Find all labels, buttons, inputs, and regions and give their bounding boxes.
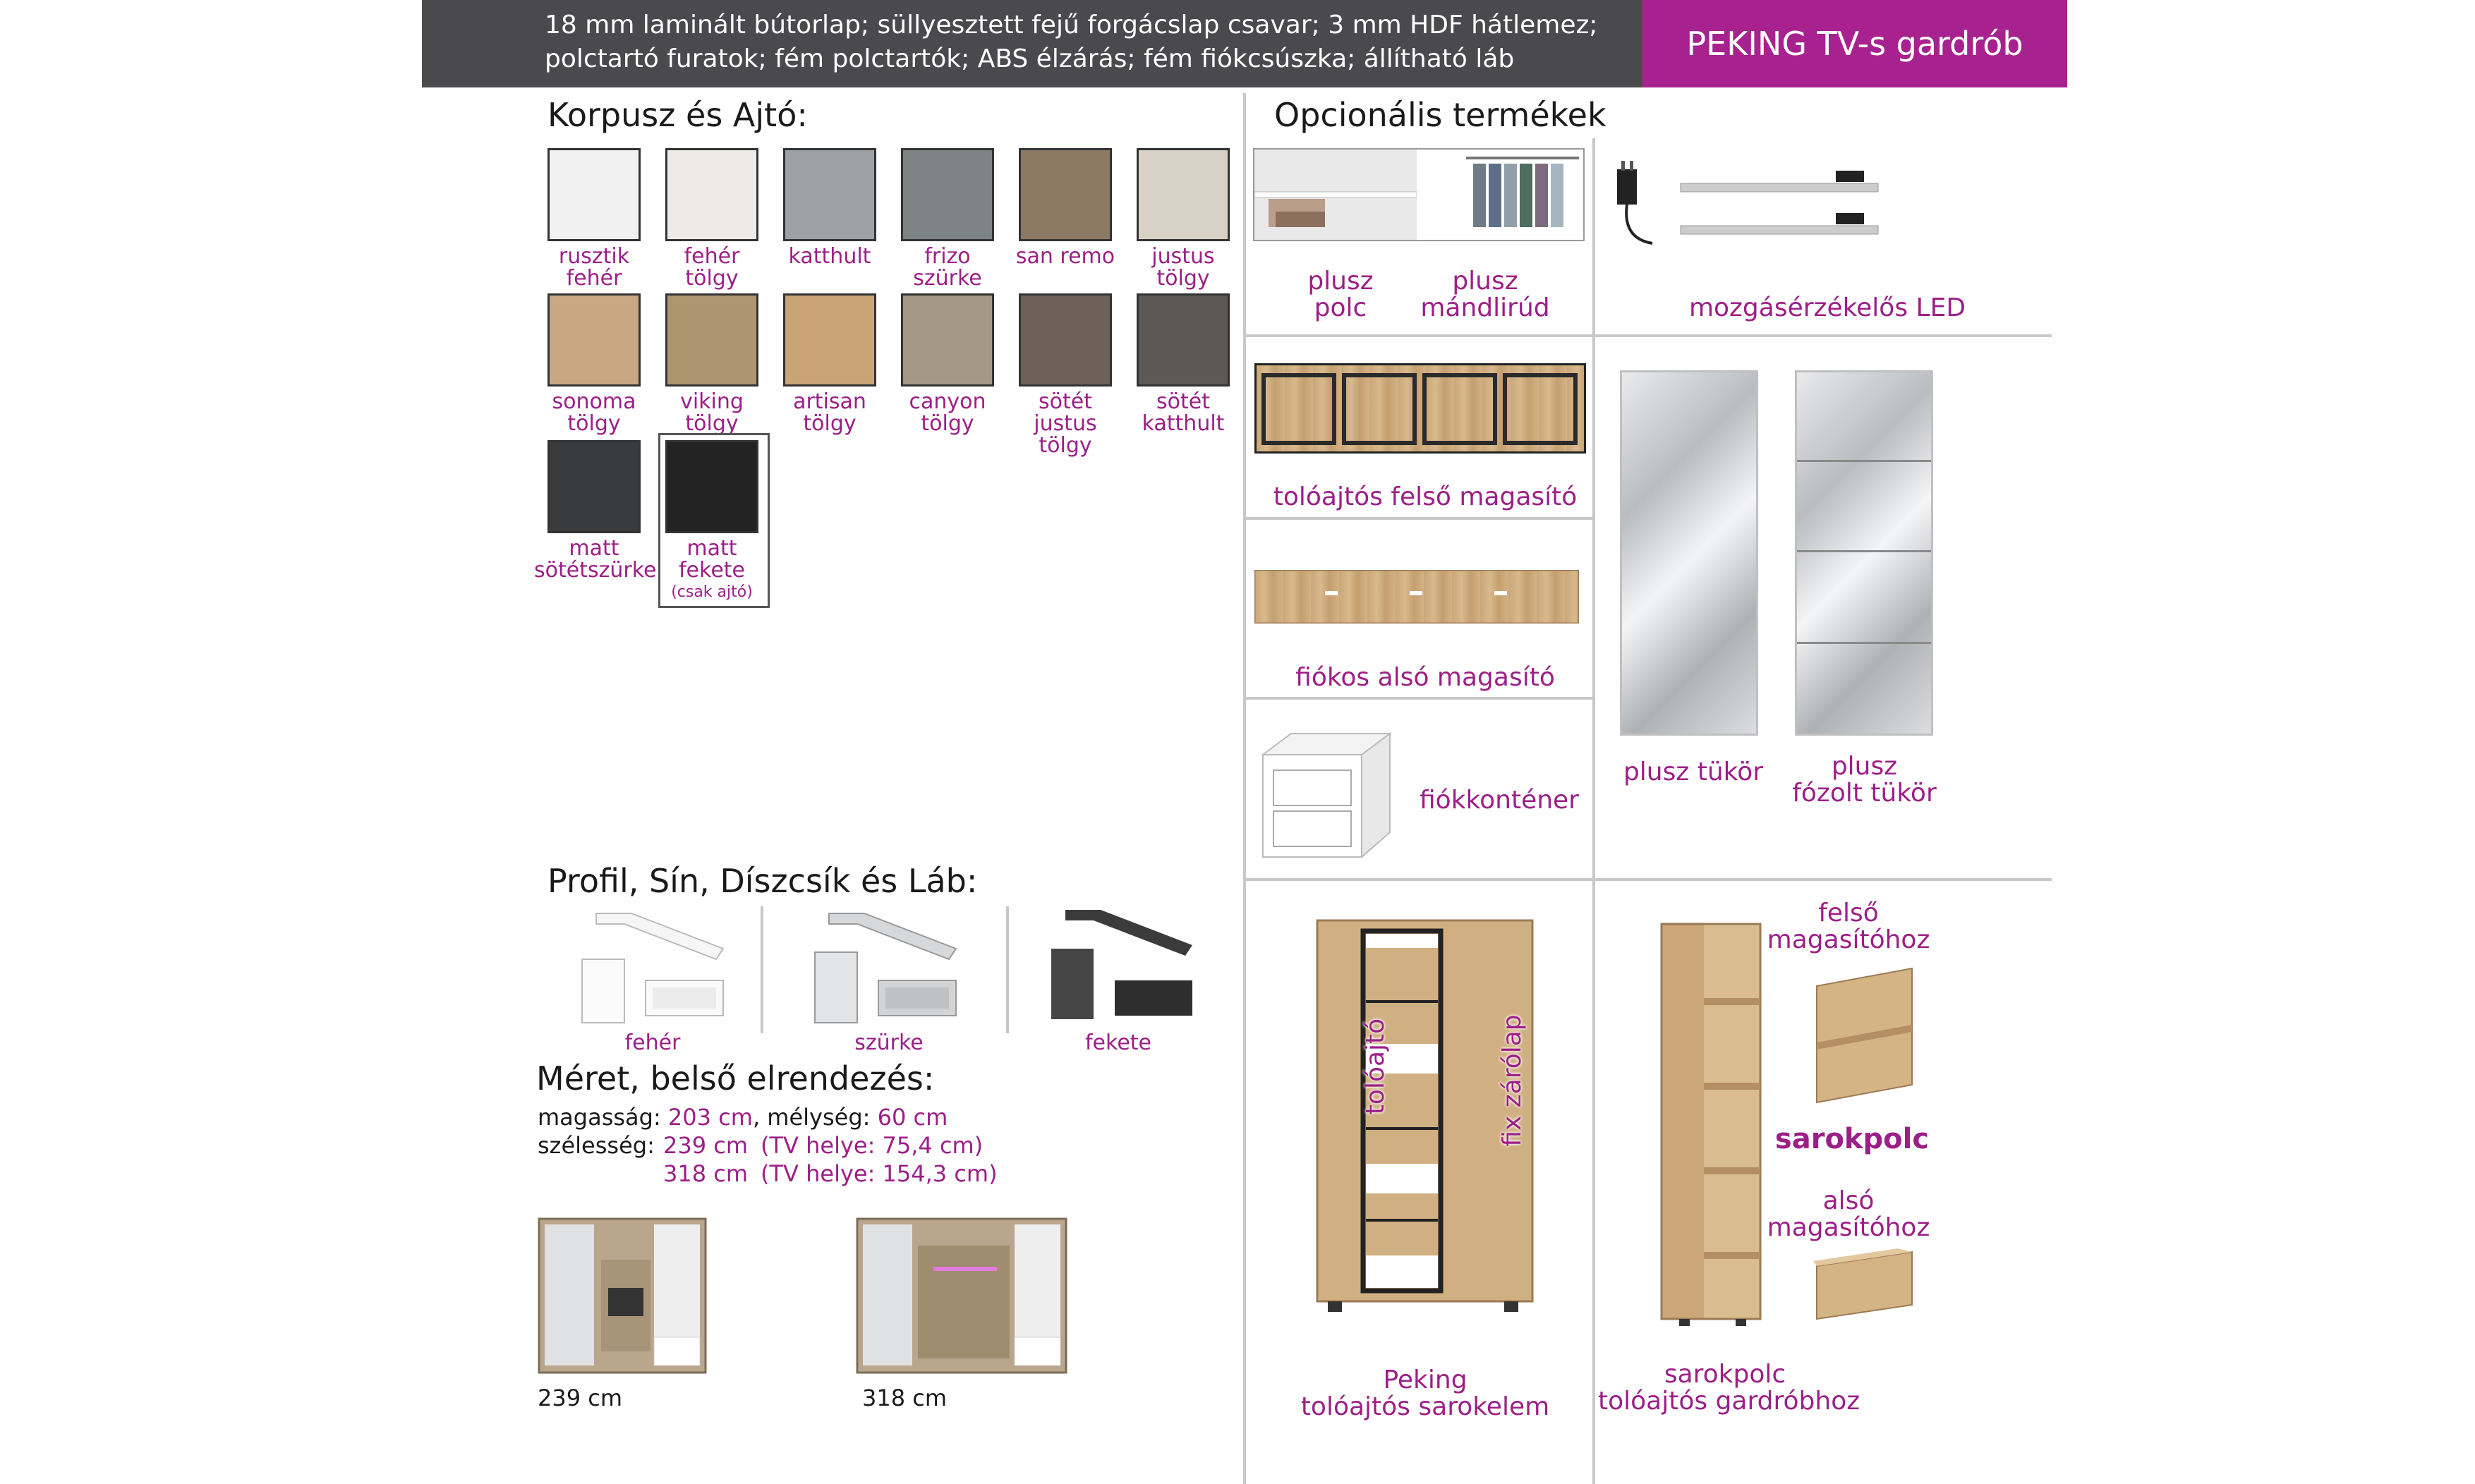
- swatch-label-line: katthult: [1142, 411, 1225, 436]
- mirror-label: plusz tükör: [1623, 758, 1764, 786]
- swatch-label-line: tölgy: [685, 411, 739, 436]
- corner-unit-label-line2: tolóajtós sarokelem: [1300, 1392, 1550, 1421]
- bottom-extension-image: [1254, 570, 1579, 624]
- corner-shelf-heading: sarokpolc: [1774, 1123, 1930, 1155]
- swatch-label-line: szürke: [913, 266, 982, 291]
- row-divider-4: [1243, 878, 2052, 881]
- swatch-label: [1123, 245, 1243, 289]
- mirror-image: [1620, 370, 1758, 736]
- swatch-tile: [1137, 293, 1230, 387]
- swatch-tile: [1137, 148, 1230, 241]
- corner-shelf-label: [1598, 1360, 1860, 1416]
- top-extension-shelf-label-line1: felső: [1818, 899, 1879, 928]
- corner-shelf-bottom-image: [1813, 1248, 1919, 1322]
- width-318-value: 318 cm: [663, 1160, 749, 1187]
- profile-divider-2: [1006, 906, 1009, 1033]
- swatch-label-line: matt: [686, 536, 737, 561]
- swatch-label-line: fekete: [679, 558, 745, 583]
- segmented-mirror-label: [1778, 753, 1951, 807]
- wardrobe-239-image: [538, 1217, 707, 1376]
- swatch-label-line: sötét: [1156, 389, 1210, 414]
- image-318-caption: 318 cm: [862, 1385, 948, 1411]
- swatch-label: [652, 537, 772, 603]
- swatch-label-line: tölgy: [921, 411, 974, 436]
- product-title: PEKING TV-s gardrób: [1686, 25, 2023, 63]
- swatch-tile: [1019, 148, 1112, 241]
- swatch-tile: [547, 148, 641, 241]
- swatch-label-line: tölgy: [803, 411, 857, 436]
- width-label: szélesség:: [538, 1132, 655, 1159]
- drawer-container-image: [1256, 726, 1397, 860]
- korpusz-heading: Korpusz és Ajtó:: [547, 96, 808, 134]
- swatch-label-line: sötét: [1039, 389, 1092, 414]
- swatch-tile: [665, 293, 758, 387]
- swatch-label-line: san remo: [1015, 244, 1115, 269]
- extra-shelf-label-line1: plusz: [1307, 267, 1374, 296]
- inner-divider: [1592, 138, 1595, 1484]
- swatch-label-line: tölgy: [1156, 266, 1210, 291]
- depth-label: , mélység:: [752, 1104, 871, 1131]
- swatch-tile: [547, 293, 641, 387]
- swatch-tile: [1019, 293, 1112, 387]
- led-image: [1610, 155, 1906, 254]
- swatch-label-line: matt: [569, 536, 619, 561]
- opcionalis-heading: Opcionális termékek: [1274, 96, 1606, 134]
- extra-rail-label: [1404, 268, 1566, 322]
- profile-divider-1: [761, 906, 763, 1033]
- profil-heading: Profil, Sín, Díszcsík és Láb:: [547, 862, 978, 900]
- extra-shelf-label: [1284, 268, 1397, 322]
- swatch-label-line: (csak ajtó): [671, 583, 753, 601]
- swatch-label-line: tölgy: [685, 266, 739, 291]
- height-depth-line: [538, 1103, 948, 1131]
- corner-unit-label: [1277, 1367, 1573, 1421]
- profile-black-image: [1044, 906, 1199, 1026]
- row-divider-2: [1243, 517, 1593, 520]
- swatch-label: [1005, 391, 1125, 456]
- tv-size-318: (TV helye: 154,3 cm): [761, 1160, 998, 1187]
- swatch-label-line: sötétszürke: [534, 558, 657, 583]
- corner-shelf-label-line1: sarokpolc: [1664, 1360, 1786, 1389]
- image-239-caption: 239 cm: [538, 1385, 623, 1411]
- corner-unit-label-line1: Peking: [1383, 1366, 1468, 1394]
- swatch-tile: [547, 440, 641, 533]
- meret-heading: Méret, belső elrendezés:: [536, 1059, 935, 1097]
- swatch-label: [534, 245, 654, 289]
- drawer-container-label: fiókkonténer: [1420, 786, 1579, 815]
- spec-text: [545, 8, 1631, 76]
- segmented-mirror-label-line2: fózolt tükör: [1792, 779, 1937, 808]
- corner-shelf-top-image: [1813, 965, 1919, 1106]
- swatch-label: [1005, 245, 1125, 267]
- row-divider-1: [1243, 334, 2052, 337]
- profile-black-label: fekete: [1085, 1030, 1151, 1055]
- bottom-extension-label: fiókos alsó magasító: [1295, 663, 1555, 692]
- swatch-tile: [665, 440, 758, 533]
- swatch-tile: [783, 293, 876, 387]
- swatch-label: [534, 536, 657, 583]
- swatch-label: [652, 245, 772, 289]
- wardrobe-318-image: [856, 1217, 1067, 1376]
- fixed-panel-label: fix zárólap: [1498, 1014, 1527, 1147]
- top-extension-shelf-label-line2: magasítóhoz: [1767, 925, 1930, 954]
- swatch-label-line: tölgy: [567, 411, 621, 436]
- column-divider: [1243, 93, 1246, 1484]
- swatch-label: [1123, 391, 1243, 434]
- swatch-tile: [901, 148, 994, 241]
- bottom-extension-shelf-label-line2: magasítóhoz: [1767, 1213, 1930, 1242]
- swatch-label-line: sonoma: [552, 389, 636, 414]
- swatch-tile: [783, 148, 876, 241]
- swatch-label-line: artisan: [793, 389, 866, 414]
- profile-grey-image: [808, 910, 963, 1030]
- swatch-label-line: frizo: [924, 244, 971, 269]
- extra-shelf-label-line2: polc: [1314, 293, 1367, 322]
- swatch-label-line: rusztik: [558, 244, 630, 269]
- swatch-label: [770, 245, 890, 267]
- swatch-label-line: viking: [680, 389, 744, 414]
- swatch-label-line: fehér: [566, 266, 622, 291]
- top-extension-image: [1254, 363, 1586, 454]
- sliding-door-label: tolóajtó: [1361, 1018, 1390, 1115]
- top-extension-label: tolóajtós felső magasító: [1273, 482, 1578, 511]
- swatch-label-line: katthult: [788, 244, 871, 269]
- spec-line-2: polctartó furatok; fém polctartók; ABS élzárás; fém fiókcsúszka; állítható láb: [545, 44, 1515, 73]
- height-value: 203 cm: [667, 1104, 753, 1131]
- bottom-extension-shelf-label-line1: alsó: [1822, 1186, 1875, 1215]
- height-label: magasság:: [538, 1104, 661, 1131]
- swatch-label: [652, 391, 772, 434]
- tv-size-239: (TV helye: 75,4 cm): [761, 1132, 984, 1159]
- swatch-label: [888, 391, 1007, 434]
- swatch-label-line: justus tölgy: [1034, 411, 1097, 458]
- corner-shelf-tall-image: [1658, 920, 1785, 1330]
- width-239-value: 239 cm: [663, 1132, 749, 1159]
- profile-white-image: [575, 910, 730, 1030]
- extra-rail-label-line1: plusz: [1452, 267, 1518, 296]
- corner-shelf-label-line2: tolóajtós gardróbhoz: [1598, 1387, 1860, 1416]
- profile-white-label: fehér: [624, 1030, 681, 1055]
- swatch-label-line: canyon: [909, 389, 986, 414]
- led-label: mozgásérzékelős LED: [1688, 293, 1966, 322]
- swatch-label: [770, 391, 890, 434]
- extra-rail-label-line2: mándlirúd: [1420, 293, 1550, 322]
- swatch-tile: [665, 148, 758, 241]
- spec-line-1: 18 mm laminált bútorlap; süllyesztett fejű forgácslap csavar; 3 mm HDF hátlemez;: [545, 11, 1598, 39]
- segmented-mirror-label-line1: plusz: [1831, 752, 1898, 781]
- row-divider-3: [1243, 697, 1593, 700]
- swatch-label-line: fehér: [684, 244, 740, 269]
- profile-grey-label: szürke: [854, 1030, 924, 1055]
- segmented-mirror-image: [1795, 370, 1933, 736]
- swatch-label: [888, 245, 1007, 289]
- bottom-extension-shelf-label: [1764, 1188, 1933, 1241]
- swatch-label: [534, 391, 654, 434]
- depth-value: 60 cm: [877, 1104, 948, 1131]
- top-extension-shelf-label: [1764, 900, 1933, 954]
- swatch-label-line: justus: [1151, 244, 1215, 269]
- swatch-tile: [901, 293, 994, 387]
- shelf-rail-image: [1253, 148, 1585, 241]
